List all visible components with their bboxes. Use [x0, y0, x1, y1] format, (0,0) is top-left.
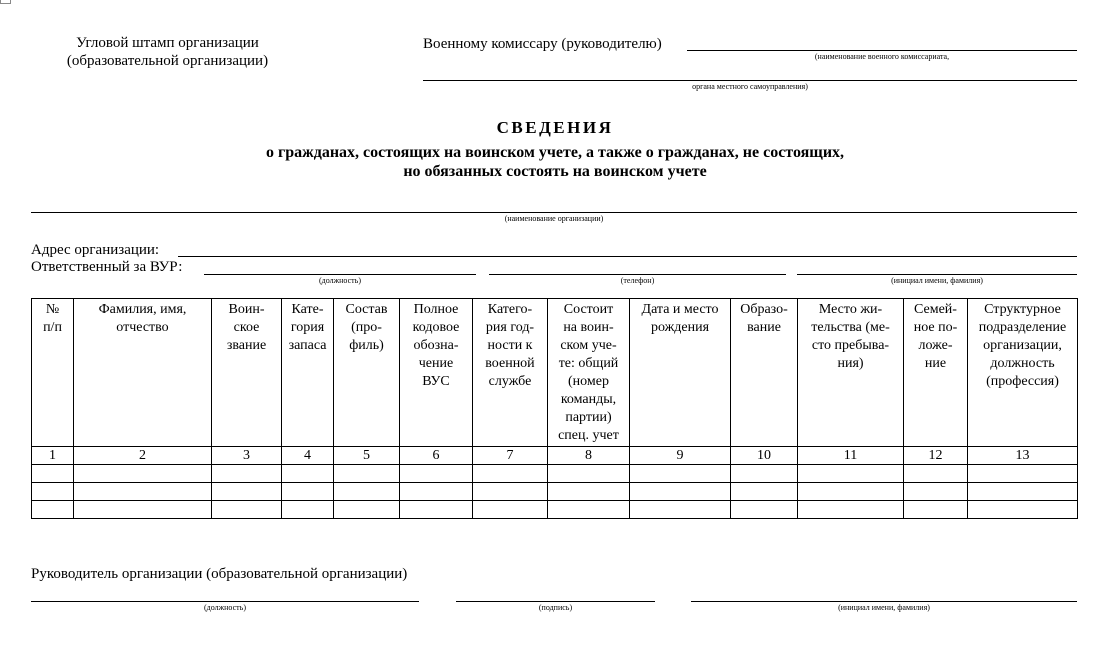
- column-header-line: Катего-: [487, 302, 533, 317]
- table-cell[interactable]: [968, 483, 1078, 501]
- column-header-line: Структурное: [984, 302, 1061, 317]
- table-cell[interactable]: [731, 501, 798, 519]
- table-row[interactable]: [32, 465, 1078, 483]
- column-header-line: звание: [226, 338, 267, 353]
- document-subtitle-2: но обязанных состоять на воинском учете: [403, 163, 707, 180]
- column-header-line: ности к: [487, 338, 533, 353]
- responsible-name-line[interactable]: [797, 274, 1077, 275]
- table-cell[interactable]: [212, 501, 282, 519]
- table-cell[interactable]: [473, 483, 548, 501]
- column-header-line: ния): [837, 356, 864, 371]
- address-line[interactable]: [178, 256, 1077, 257]
- addressee-caption-2: органа местного самоуправления): [692, 82, 808, 91]
- column-header-line: (профессия): [986, 374, 1059, 389]
- page-corner-mark: [0, 0, 11, 4]
- column-header-line: ложе-: [918, 338, 953, 353]
- table-cell[interactable]: [904, 465, 968, 483]
- column-header-line: ском уче-: [560, 338, 617, 353]
- table-cell[interactable]: [400, 501, 473, 519]
- column-header-line: партии): [565, 410, 612, 425]
- citizens-table: [31, 298, 1078, 519]
- column-number: 6: [400, 447, 473, 465]
- column-header-12: [904, 299, 968, 447]
- table-cell[interactable]: [32, 465, 74, 483]
- table-cell[interactable]: [334, 465, 400, 483]
- column-header-3: [212, 299, 282, 447]
- stamp-line-2: (образовательной организации): [66, 53, 269, 69]
- organization-name-caption: (наименование организации): [504, 214, 604, 223]
- responsible-label: Ответственный за ВУР:: [31, 259, 183, 275]
- column-header-line: сто пребыва-: [811, 338, 890, 353]
- column-header-line: Образо-: [740, 302, 788, 317]
- table-cell[interactable]: [32, 501, 74, 519]
- column-header-line: ВУС: [422, 374, 450, 389]
- table-cell[interactable]: [968, 501, 1078, 519]
- column-header-line: Воин-: [228, 302, 265, 317]
- column-header-line: военной: [485, 356, 535, 371]
- head-position-caption: (должность): [204, 603, 246, 612]
- table-cell[interactable]: [282, 501, 334, 519]
- table-cell[interactable]: [904, 483, 968, 501]
- column-header-line: рождения: [650, 320, 710, 335]
- column-header-line: ское: [233, 320, 260, 335]
- table-cell[interactable]: [400, 483, 473, 501]
- column-header-line: команды,: [560, 392, 617, 407]
- table-cell[interactable]: [282, 465, 334, 483]
- table-cell[interactable]: [798, 465, 904, 483]
- head-signature-caption: (подпись): [538, 603, 573, 612]
- stamp-line-1: Угловой штамп организации: [76, 35, 259, 51]
- head-name-line[interactable]: [691, 601, 1077, 602]
- column-header-line: Семей-: [914, 302, 957, 317]
- document-subtitle-1: о гражданах, состоящих на воинском учете, а также о гражданах, не состоящих,: [265, 144, 845, 161]
- column-header-line: организации,: [983, 338, 1062, 353]
- column-header-10: [731, 299, 798, 447]
- column-header-line: спец. учет: [558, 428, 619, 443]
- column-header-line: вание: [747, 320, 781, 335]
- responsible-phone-caption: (телефон): [620, 276, 655, 285]
- addressee-caption-1: (наименование военного комиссариата,: [814, 52, 950, 61]
- column-header-11: [798, 299, 904, 447]
- table-cell[interactable]: [74, 483, 212, 501]
- column-header-6: [400, 299, 473, 447]
- table-cell[interactable]: [798, 501, 904, 519]
- corner-stamp: [40, 34, 295, 70]
- table-row[interactable]: [32, 501, 1078, 519]
- responsible-position-line[interactable]: [204, 274, 476, 275]
- column-header-line: кодовое: [412, 320, 460, 335]
- column-header-line: отчество: [116, 320, 169, 335]
- head-position-line[interactable]: [31, 601, 419, 602]
- column-number: 1: [32, 447, 74, 465]
- column-number: 8: [548, 447, 630, 465]
- column-header-line: чение: [418, 356, 454, 371]
- head-label: Руководитель организации (образовательной организации): [31, 566, 408, 582]
- table-cell[interactable]: [74, 501, 212, 519]
- column-header-7: [473, 299, 548, 447]
- column-header-line: на воин-: [563, 320, 614, 335]
- table-cell[interactable]: [731, 483, 798, 501]
- column-header-line: Кате-: [291, 302, 324, 317]
- column-header-line: подразделение: [978, 320, 1067, 335]
- table-cell[interactable]: [32, 483, 74, 501]
- column-number: 12: [904, 447, 968, 465]
- column-header-line: гория: [290, 320, 325, 335]
- addressee-label: Военному комиссару (руководителю): [423, 36, 662, 52]
- table-cell[interactable]: [548, 465, 630, 483]
- column-header-13: [968, 299, 1078, 447]
- table-cell[interactable]: [968, 465, 1078, 483]
- column-header-line: (про-: [351, 320, 382, 335]
- table-cell[interactable]: [630, 465, 731, 483]
- table-cell[interactable]: [334, 501, 400, 519]
- column-header-line: филь): [349, 338, 384, 353]
- column-header-line: запаса: [288, 338, 327, 353]
- column-number: 9: [630, 447, 731, 465]
- column-header-line: ное по-: [913, 320, 958, 335]
- head-signature-line[interactable]: [456, 601, 655, 602]
- column-number: 3: [212, 447, 282, 465]
- table-cell[interactable]: [548, 483, 630, 501]
- column-header-line: Фамилия, имя,: [98, 302, 187, 317]
- responsible-position-caption: (должность): [319, 276, 361, 285]
- table-cell[interactable]: [473, 501, 548, 519]
- column-header-line: (номер: [568, 374, 609, 389]
- column-header-line: тельства (ме-: [811, 320, 890, 335]
- table-cell[interactable]: [212, 483, 282, 501]
- head-name-caption: (инициал имени, фамилия): [838, 603, 930, 612]
- column-header-line: обозна-: [413, 338, 459, 353]
- table-row[interactable]: [32, 483, 1078, 501]
- addressee-line-1[interactable]: [687, 50, 1077, 51]
- column-header-line: те: общий: [558, 356, 619, 371]
- table-cell[interactable]: [334, 483, 400, 501]
- table-cell[interactable]: [630, 483, 731, 501]
- column-header-line: Полное: [413, 302, 459, 317]
- responsible-name-caption: (инициал имени, фамилия): [891, 276, 983, 285]
- column-header-2: [74, 299, 212, 447]
- table-cell[interactable]: [798, 483, 904, 501]
- table-number-row: [32, 447, 1078, 465]
- organization-name-line[interactable]: [31, 212, 1077, 213]
- column-header-9: [630, 299, 731, 447]
- column-number: 4: [282, 447, 334, 465]
- document-title: СВЕДЕНИЯ: [496, 118, 614, 137]
- column-header-4: [282, 299, 334, 447]
- responsible-phone-line[interactable]: [489, 274, 786, 275]
- column-header-line: службе: [488, 374, 532, 389]
- column-header-line: рия год-: [485, 320, 535, 335]
- column-header-line: должность: [990, 356, 1055, 371]
- table-cell[interactable]: [904, 501, 968, 519]
- column-header-line: ние: [924, 356, 947, 371]
- column-number: 5: [334, 447, 400, 465]
- table-cell[interactable]: [74, 465, 212, 483]
- column-header-line: Дата и место: [641, 302, 719, 317]
- table-cell[interactable]: [212, 465, 282, 483]
- column-header-5: [334, 299, 400, 447]
- column-header-1: [32, 299, 74, 447]
- column-header-line: Состоит: [563, 302, 614, 317]
- column-header-8: [548, 299, 630, 447]
- table-cell[interactable]: [548, 501, 630, 519]
- column-number: 11: [798, 447, 904, 465]
- addressee-line-2[interactable]: [423, 80, 1077, 81]
- column-number: 10: [731, 447, 798, 465]
- column-header-line: Место жи-: [818, 302, 883, 317]
- table-cell[interactable]: [282, 483, 334, 501]
- column-header-line: Состав: [345, 302, 388, 317]
- column-number: 13: [968, 447, 1078, 465]
- column-number: 7: [473, 447, 548, 465]
- table-cell[interactable]: [731, 465, 798, 483]
- table-cell[interactable]: [630, 501, 731, 519]
- address-label: Адрес организации:: [31, 242, 160, 258]
- table-cell[interactable]: [400, 465, 473, 483]
- table-header-row: [32, 299, 1078, 447]
- column-header-line: №: [45, 302, 60, 317]
- column-header-line: п/п: [43, 320, 62, 335]
- table-cell[interactable]: [473, 465, 548, 483]
- column-number: 2: [74, 447, 212, 465]
